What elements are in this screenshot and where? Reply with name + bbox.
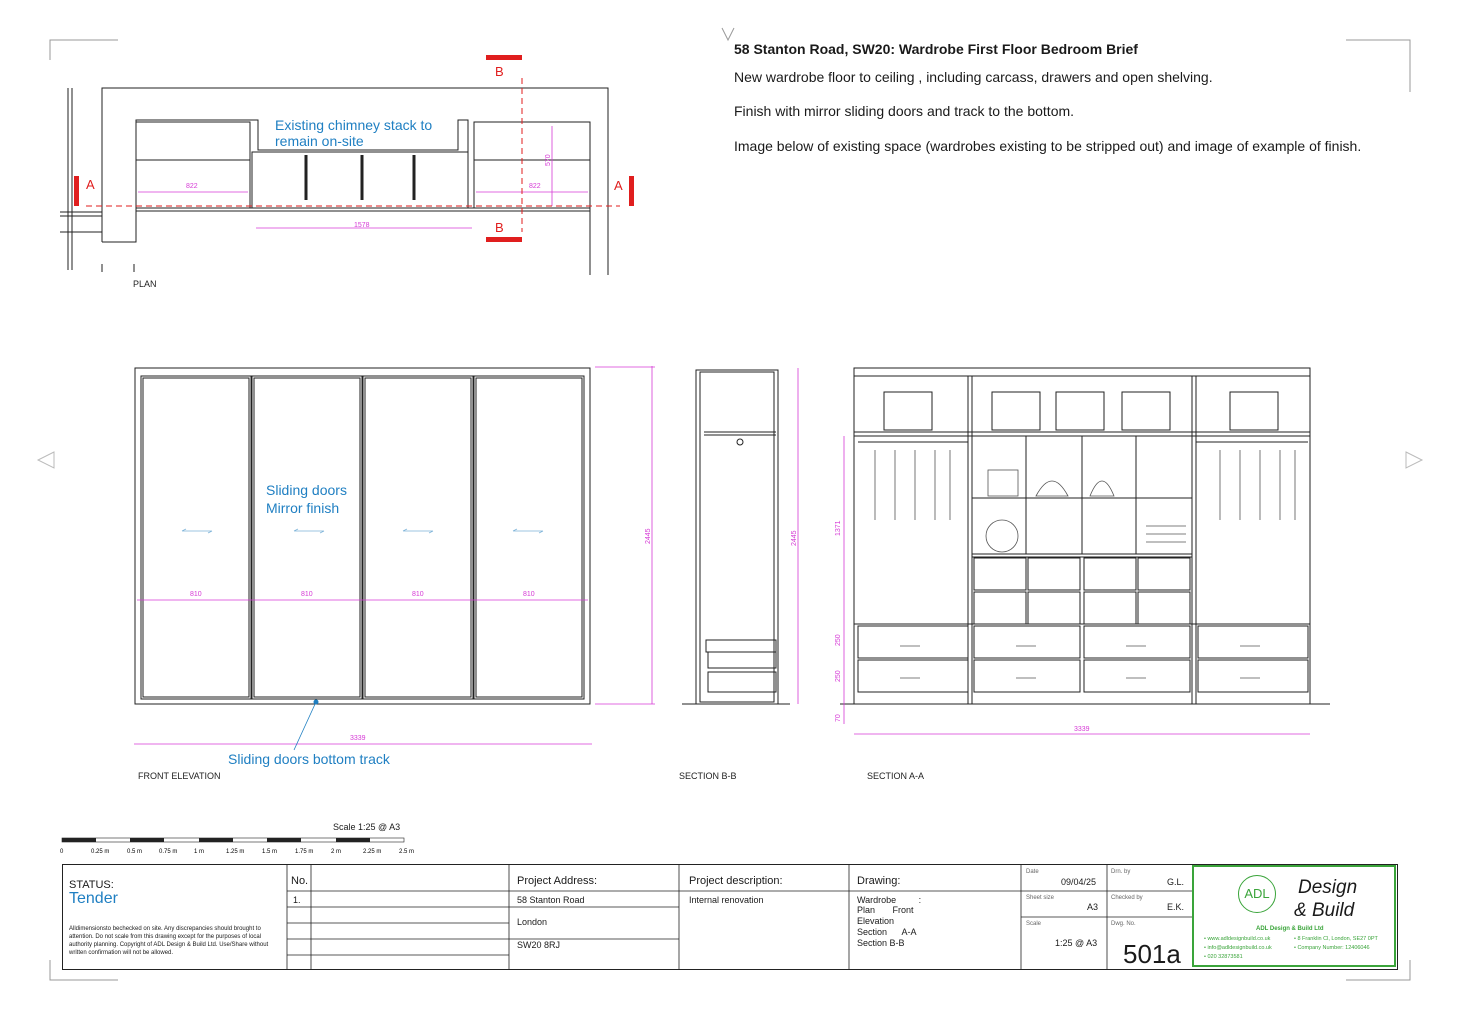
desc-value: Internal renovation bbox=[689, 895, 764, 905]
dwg-value: 501a bbox=[1123, 939, 1181, 969]
door-dim-2: 810 bbox=[301, 591, 313, 598]
company-logo bbox=[1192, 865, 1396, 967]
brief-line-1: New wardrobe floor to ceiling , including carcass, drawers and open shelving. bbox=[734, 69, 1213, 85]
checked-value: E.K. bbox=[1167, 902, 1185, 912]
scale-tick: 1.25 m bbox=[226, 849, 245, 855]
front-note-line2: Mirror finish bbox=[266, 500, 340, 516]
section-marker-b-bottom: B bbox=[495, 220, 504, 235]
address-line-1: 58 Stanton Road bbox=[517, 895, 585, 905]
front-elevation-label: FRONT ELEVATION bbox=[138, 771, 221, 781]
scale-tick: 0.75 m bbox=[159, 849, 178, 855]
logo-phone: • 020 32873581 bbox=[1204, 954, 1243, 960]
drawing-line-1: Wardrobe : bbox=[857, 895, 922, 905]
drn-label: Drn. by bbox=[1111, 869, 1131, 875]
section-marker-a-right: A bbox=[614, 178, 623, 193]
next-arrow-icon[interactable] bbox=[1406, 452, 1422, 468]
logo-address: • 8 Franklin Cl, London, SE27 0PT bbox=[1294, 936, 1378, 942]
address-label: Project Address: bbox=[517, 875, 598, 887]
front-elevation-drawing bbox=[0, 300, 680, 790]
plan-drawing bbox=[0, 0, 700, 300]
logo-word-design: Design bbox=[1298, 877, 1358, 898]
front-track-note: Sliding doors bottom track bbox=[228, 751, 390, 767]
scale-tick: 0.5 m bbox=[127, 849, 143, 855]
date-label: Date bbox=[1026, 869, 1039, 875]
brief-line-3: Image below of existing space (wardrobes existing to be stripped out) and image of example of finish. bbox=[734, 138, 1362, 154]
scale-tick: 2.25 m bbox=[363, 849, 382, 855]
section-bb-label: SECTION B-B bbox=[679, 771, 737, 781]
plan-note-line1: Existing chimney stack to bbox=[275, 117, 433, 133]
date-value: 09/04/25 bbox=[1061, 877, 1097, 887]
front-height-dim: 2445 bbox=[645, 528, 652, 544]
sheet-value: A3 bbox=[1087, 902, 1099, 912]
section-aa-width-dim: 3339 bbox=[1074, 726, 1090, 733]
drn-value: G.L. bbox=[1167, 877, 1185, 887]
checked-label: Checked by bbox=[1111, 895, 1143, 901]
logo-email: • info@adldesignbuild.co.uk bbox=[1204, 945, 1272, 951]
desc-label: Project description: bbox=[689, 875, 783, 887]
scale-tick: 0.25 m bbox=[91, 849, 110, 855]
door-dim-1: 810 bbox=[190, 591, 202, 598]
no-label: No. bbox=[291, 875, 309, 887]
dwg-label: Dwg. No. bbox=[1111, 921, 1136, 927]
scale-tick: 0 bbox=[60, 849, 64, 855]
logo-website: • www.adldesignbuild.co.uk bbox=[1204, 936, 1271, 942]
section-marker-b-top: B bbox=[495, 64, 504, 79]
plan-dim-left: 822 bbox=[186, 183, 198, 190]
scale-tick: 2.5 m bbox=[399, 849, 415, 855]
section-aa-dim-250a: 250 bbox=[835, 634, 842, 646]
section-aa-label: SECTION A-A bbox=[867, 771, 925, 781]
scale-tick: 1.5 m bbox=[262, 849, 278, 855]
logo-company-no: • Company Number: 12406046 bbox=[1294, 945, 1370, 951]
section-aa-dim-70: 70 bbox=[835, 714, 842, 722]
plan-dim-right: 822 bbox=[529, 183, 541, 190]
status-label: STATUS: bbox=[69, 879, 114, 891]
address-line-2: London bbox=[517, 917, 548, 927]
status-value: Tender bbox=[69, 890, 118, 907]
section-marker-a-left: A bbox=[86, 177, 95, 192]
address-line-3: SW20 8RJ bbox=[517, 940, 561, 950]
scale-title: Scale 1:25 @ A3 bbox=[333, 822, 401, 832]
logo-word-build: & Build bbox=[1294, 900, 1355, 921]
brief-line-2: Finish with mirror sliding doors and track to the bottom. bbox=[734, 103, 1075, 119]
drawing-line-5: Section B-B bbox=[857, 938, 905, 948]
plan-note-line2: remain on-site bbox=[275, 133, 364, 149]
door-dim-4: 810 bbox=[523, 591, 535, 598]
scale-tick: 1 m bbox=[194, 849, 205, 855]
scale-label: Scale bbox=[1026, 921, 1042, 927]
section-aa-dim-250b: 250 bbox=[835, 670, 842, 682]
section-bb-drawing bbox=[670, 350, 820, 790]
scale-bar bbox=[55, 834, 435, 860]
drawing-label: Drawing: bbox=[857, 875, 901, 887]
scale-tick: 2 m bbox=[331, 849, 342, 855]
drawing-line-2: Plan Front bbox=[857, 905, 914, 915]
section-aa-dim-1371: 1371 bbox=[835, 520, 842, 536]
no-value: 1. bbox=[293, 895, 301, 905]
section-aa-drawing bbox=[820, 350, 1340, 790]
plan-label: PLAN bbox=[133, 279, 157, 289]
plan-dim-mid: 1578 bbox=[354, 222, 370, 229]
sheet-label: Sheet size bbox=[1026, 895, 1055, 901]
disclaimer: Alldimensionsto bechecked on site. Any discrepancies should brought to attention. Do not scale from this drawing except for the purposes of local authority planning. Copyright of ADL Design & Build Ltd. Use/Share without written confirmation will not be allowed. bbox=[69, 926, 269, 956]
logo-company: ADL Design & Build Ltd bbox=[1256, 926, 1324, 932]
section-bb-height-dim: 2445 bbox=[791, 530, 798, 546]
door-dim-3: 810 bbox=[412, 591, 424, 598]
adl-mark: ADL bbox=[1238, 875, 1276, 913]
drawing-line-3: Elevation bbox=[857, 916, 895, 926]
front-note-line1: Sliding doors bbox=[266, 482, 347, 498]
front-width-dim: 3339 bbox=[350, 735, 366, 742]
drawing-line-4: Section A-A bbox=[857, 927, 917, 937]
brief-title: 58 Stanton Road, SW20: Wardrobe First Floor Bedroom Brief bbox=[734, 41, 1138, 57]
plan-dim-depth: 570 bbox=[545, 154, 552, 166]
scale-tick: 1.75 m bbox=[295, 849, 314, 855]
scale-value: 1:25 @ A3 bbox=[1055, 938, 1098, 948]
